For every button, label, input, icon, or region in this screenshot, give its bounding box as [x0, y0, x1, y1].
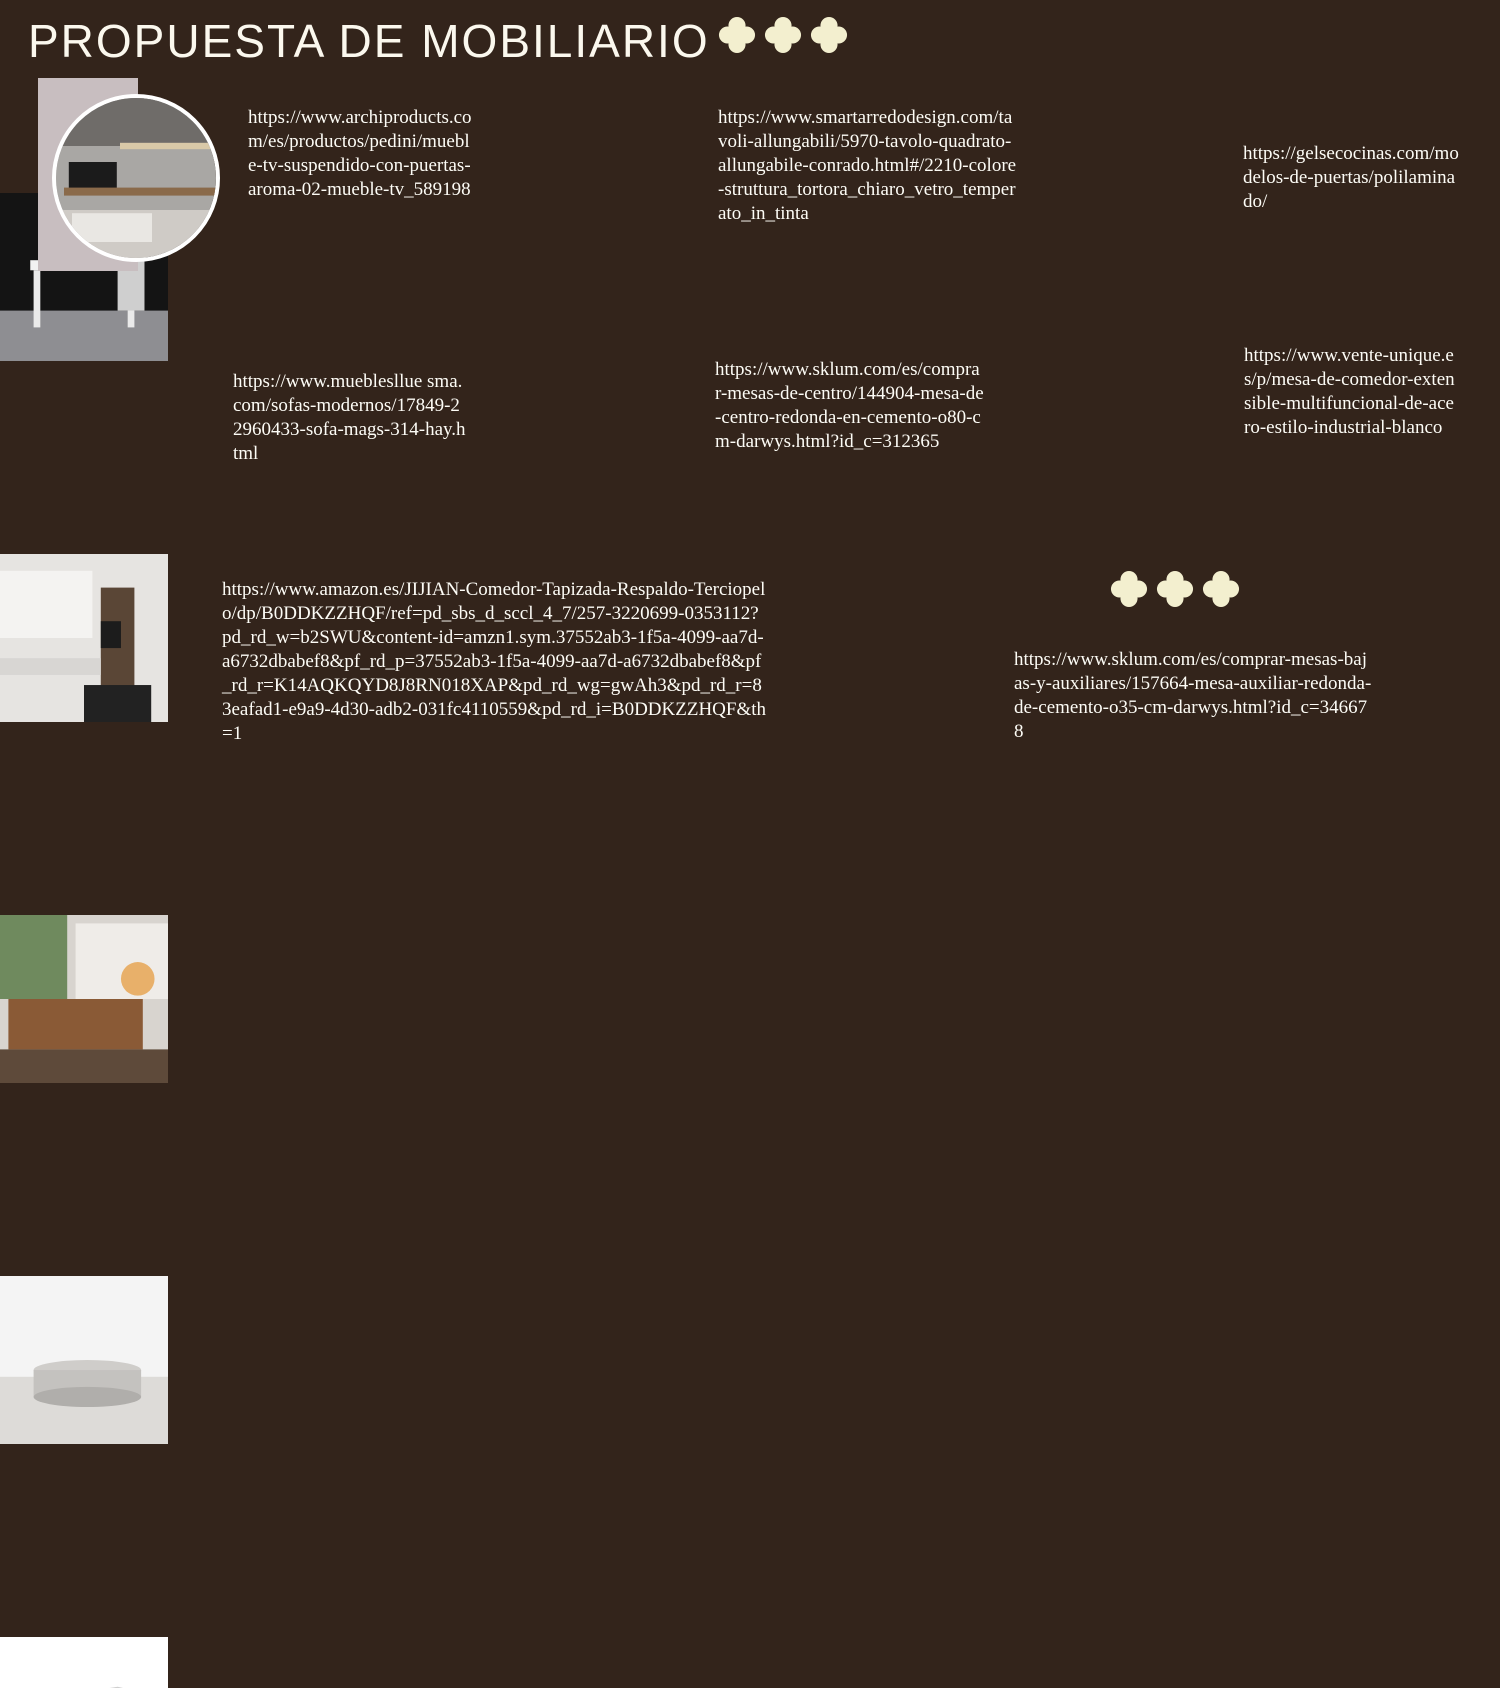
product-link-side-table[interactable]: https://www.sklum.com/es/comprar-mesas-bajas-y-auxiliares/157664-mesa-auxiliar-redonda-de-cemento-o35-cm-darwys.html?id_c=346678 [1014, 649, 1372, 742]
flower-icon [1202, 570, 1240, 608]
page-title: PROPUESTA DE MOBILIARIO [28, 15, 710, 67]
flower-icon [718, 16, 756, 54]
flower-icon [764, 16, 802, 54]
product-photo-kitchen [0, 554, 168, 722]
product-photo-sofa [0, 915, 168, 1083]
card-panel [0, 1083, 100, 1276]
product-link-square-table[interactable]: https://www.smartarredodesign.com/tavoli-allungabili/5970-tavolo-quadrato-allungabile-conrado.html#/2210-colore-struttura_tortora_chiaro_vetro_temperato_in_tinta [718, 107, 1017, 224]
card-panel [0, 361, 100, 554]
product-link-dining-chairs[interactable]: https://www.amazon.es/JIJIAN-Comedor-Tapizada-Respaldo-Terciopelo/dp/B0DDKZZHQF/ref=pd_sbs_d_sccl_4_7/257-3220699-0353112?pd_rd_w=b2SWU&content-id=amzn1.sym.37552ab3-1f5a-4099-aa7d-a6732dbabef8&pf_rd_p=37552ab3-1f5a-4099-aa7d-a6732dbabef8&pf_rd_r=K14AQKQYD8J8RN018XAP&pd_rd_wg=gwAh3&pd_rd_r=83eafad1-e9a9-4d30-adb2-031fc4110559&pd_rd_i=B0DDKZZHQF&th=1 [222, 579, 767, 744]
product-link-sofa[interactable]: https://www.mueblesllue sma.com/sofas-modernos/17849-22960433-sofa-mags-314-hay.html [233, 371, 466, 464]
product-photo-industrial-table [0, 1637, 168, 1688]
flower-icon [810, 16, 848, 54]
flower-decoration-top [718, 16, 848, 54]
flower-icon [1110, 570, 1148, 608]
card-panel [0, 722, 100, 915]
product-photo-tv-unit [52, 94, 220, 262]
product-link-industrial-table[interactable]: https://www.vente-unique.es/p/mesa-de-comedor-extensible-multifuncional-de-acero-estilo-industrial-blanco [1244, 345, 1455, 438]
product-link-kitchen[interactable]: https://gelsecocinas.com/modelos-de-puertas/polilaminado/ [1243, 143, 1459, 212]
card-panel [0, 1444, 100, 1637]
flower-icon [1156, 570, 1194, 608]
product-link-coffee-table[interactable]: https://www.sklum.com/es/comprar-mesas-de-centro/144904-mesa-de-centro-redonda-en-cemento-o80-cm-darwys.html?id_c=312365 [715, 359, 984, 452]
product-photo-coffee-table [0, 1276, 168, 1444]
flower-decoration-bottom [1110, 570, 1240, 608]
product-link-tv-unit[interactable]: https://www.archiproducts.com/es/productos/pedini/mueble-tv-suspendido-con-puertas-aroma-02-mueble-tv_589198 [248, 107, 472, 200]
